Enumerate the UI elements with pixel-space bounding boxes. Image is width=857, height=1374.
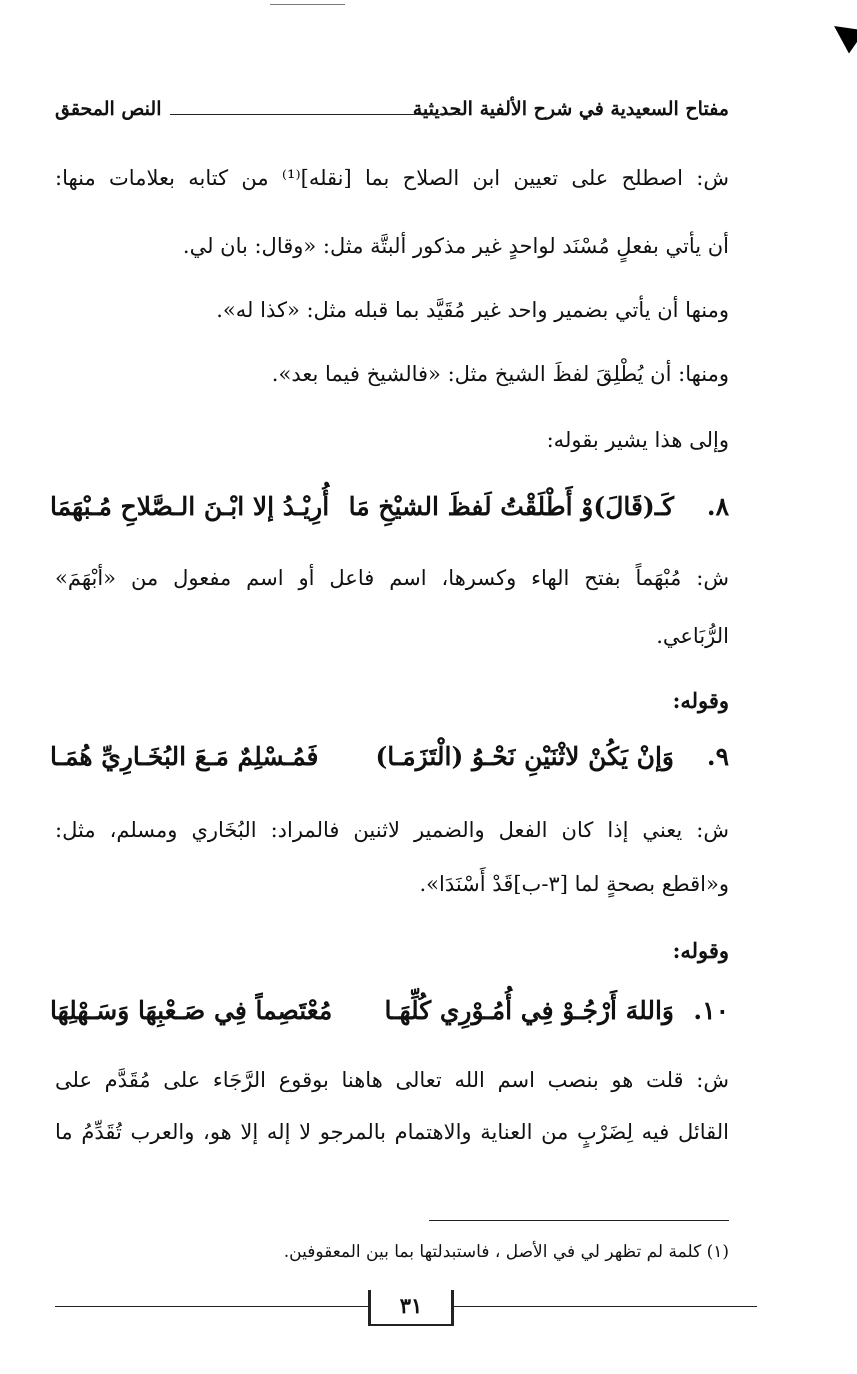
corner-arrow-icon bbox=[826, 14, 857, 53]
verse-first-hemistich: كَـ(قَالَ)وْ أَطْلَقْتُ لَفظَ الشيْخِ مَا bbox=[348, 492, 674, 521]
paragraph-line: ش: اصطلح على تعيين ابن الصلاح بما [نقله]⁽¹⁾ من كتابه بعلامات منها: bbox=[55, 166, 730, 190]
running-header bbox=[55, 98, 729, 128]
paragraph-line: ش: يعني إذا كان الفعل والضمير لاثنين فالمراد: البُخَاري ومسلم، مثل: bbox=[55, 818, 729, 842]
verse-first-hemistich: وَاللهَ أَرْجُـوْ فِي أُمُـوْرِي كُلِّهَـا bbox=[384, 996, 674, 1025]
footnote-rule bbox=[429, 1220, 729, 1221]
paragraph-line: أن يأتي بفعلٍ مُسْنَد لواحدٍ غير مذكور ألبتَّة مثل: «وقال: بان لي. bbox=[182, 234, 729, 258]
verse-second-hemistich: مُعْتَصِماً فِي صَـعْبِهَا وَسَـهْلِهَا bbox=[50, 996, 333, 1025]
verse-9 bbox=[50, 742, 729, 782]
book-title: مفتاح السعيدية في شرح الألفية الحديثية bbox=[412, 98, 729, 120]
header-rule bbox=[170, 114, 464, 115]
verse-intro-label: وقوله: bbox=[672, 688, 729, 713]
paragraph-line: الرُّبَاعي. bbox=[656, 624, 729, 648]
paragraph-line: ومنها أن يأتي بضمير واحد غير مُقَيَّد بما قبله مثل: «كذا له». bbox=[216, 298, 729, 322]
verse-number: ٨. bbox=[706, 492, 729, 521]
scan-mark bbox=[270, 4, 345, 5]
verse-second-hemistich: أُرِيْـدُ إلا ابْـنَ الـصَّلاحِ مُـبْهَمَا bbox=[50, 492, 330, 521]
verse-number: ٩. bbox=[706, 742, 729, 771]
verse-intro-label: وقوله: bbox=[672, 938, 729, 963]
page-number: ٣١ bbox=[368, 1290, 454, 1326]
paragraph-line: ش: قلت هو بنصب اسم الله تعالى هاهنا بوقوع الرَّجَاء على مُقَدَّم على bbox=[55, 1068, 729, 1092]
section-title: النص المحقق bbox=[55, 98, 162, 120]
verse-8 bbox=[50, 492, 729, 532]
paragraph-line: وإلى هذا يشير بقوله: bbox=[546, 428, 729, 452]
paragraph-line: القائل فيه لِضَرْبٍ من العناية والاهتمام بالمرجو لا إله إلا هو، والعرب تُقَدِّمُ ما bbox=[55, 1120, 729, 1144]
verse-10 bbox=[50, 996, 729, 1036]
verse-number: ١٠. bbox=[693, 996, 729, 1025]
footnote: (١) كلمة لم تظهر لي في الأصل ، فاستبدلتها بما بين المعقوفين. bbox=[283, 1242, 729, 1262]
paragraph-line: ومنها: أن يُطْلِقَ لفظَ الشيخ مثل: «فالشيخ فيما بعد». bbox=[271, 362, 729, 386]
paragraph-line: و«اقطع بصحةٍ لما [٣-ب]قَدْ أَسْنَدَا». bbox=[419, 872, 729, 896]
verse-first-hemistich: وَإنْ يَكُنْ لاثْنَيْنِ نَحْـوُ (الْتَزَمَـا) bbox=[375, 742, 674, 771]
verse-second-hemistich: فَمُـسْلِمٌ مَـعَ البُخَـارِيِّ هُمَـا bbox=[50, 742, 319, 771]
paragraph-line: ش: مُبْهَماً بفتح الهاء وكسرها، اسم فاعل أو اسم مفعول من «أبْهَمَ» bbox=[55, 566, 729, 590]
